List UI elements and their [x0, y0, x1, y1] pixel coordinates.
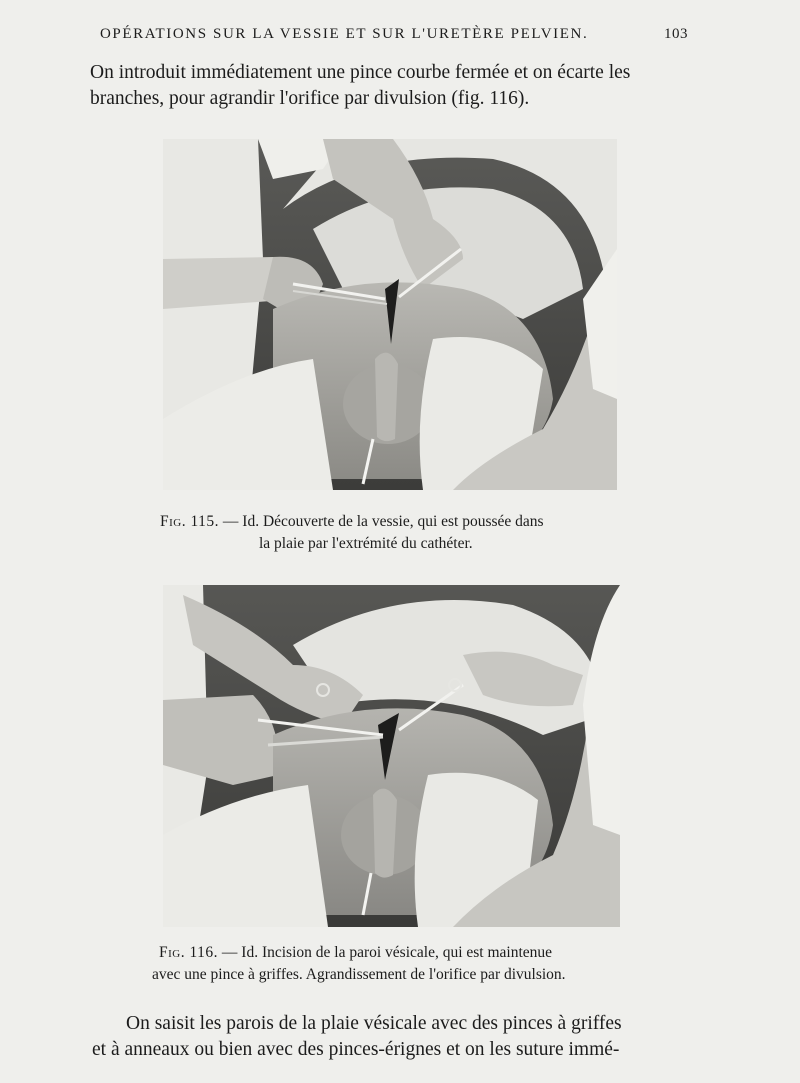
paragraph-top: [90, 60, 700, 112]
figure-116-caption-line-1: [152, 942, 566, 964]
figure-115-caption-text-1: — Id. Découverte de la vessie, qui est poussée dans: [222, 513, 544, 530]
figure-115-caption-line-2: la plaie par l'extrémité du cathéter.: [259, 535, 473, 552]
paragraph-bottom-line-1: [92, 1011, 702, 1037]
paragraph-top-line-2: branches, pour agrandir l'orifice par divulsion (fig. 116).: [90, 88, 530, 109]
running-head-title: OPÉRATIONS SUR LA VESSIE ET SUR L'URETÈRE PELVIEN.: [100, 26, 589, 42]
surgery-photo-116: [163, 585, 620, 927]
surgery-photo-115: [163, 139, 617, 490]
paragraph-bottom-line-1-text: On saisit les parois de la plaie vésicale avec des pinces à griffes: [126, 1013, 622, 1034]
figure-115-caption-line-1: [160, 511, 544, 533]
figure-115-label: Fig. 115.: [160, 513, 220, 530]
figure-115-caption: [160, 511, 544, 555]
paragraph-bottom-line-2: et à anneaux ou bien avec des pinces-érignes et on les suture immé-: [92, 1039, 620, 1060]
paragraph-top-line-1: On introduit immédiatement une pince courbe fermée et on écarte les: [90, 62, 631, 83]
figure-115-photo: [163, 139, 617, 490]
figure-116-photo: [163, 585, 620, 927]
page-number: 103: [664, 26, 688, 42]
figure-116-caption-line-2: avec une pince à griffes. Agrandissement de l'orifice par divulsion.: [152, 966, 566, 983]
figure-116-caption: [152, 942, 566, 986]
figure-116-caption-text-1: — Id. Incision de la paroi vésicale, qui est maintenue: [221, 944, 553, 961]
figure-116-label: Fig. 116.: [159, 944, 219, 961]
paragraph-bottom: [92, 1011, 702, 1063]
